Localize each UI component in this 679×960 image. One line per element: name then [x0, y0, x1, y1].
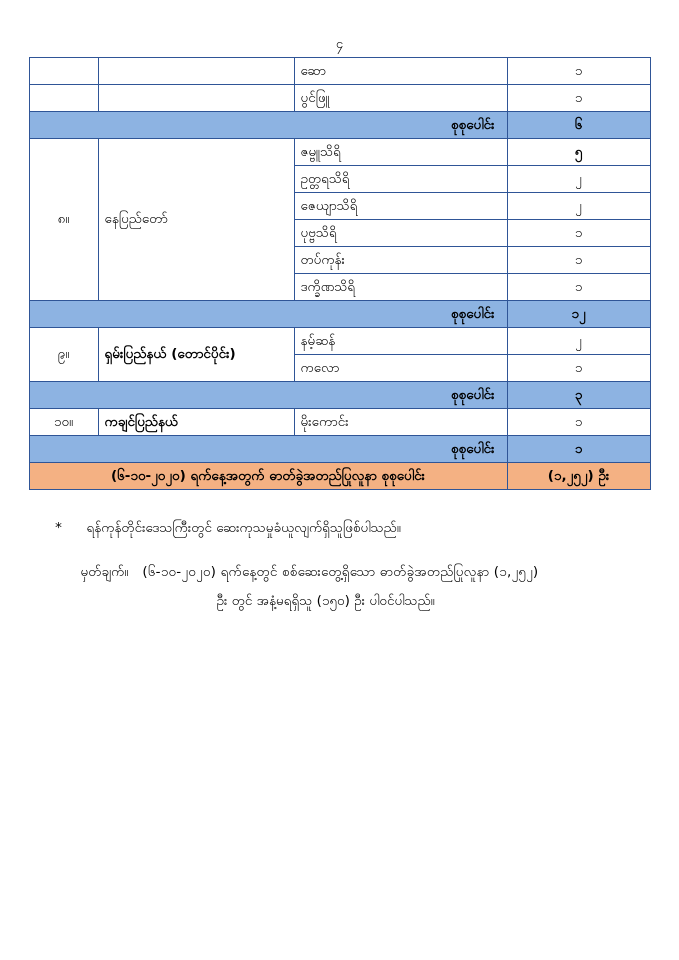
cell-township: ဇမ္ဗူသိရိ: [294, 139, 507, 166]
page-number: ၄: [335, 37, 344, 52]
cell-count: ၁: [507, 409, 650, 436]
cell-state: ရှမ်းပြည်နယ် (တောင်ပိုင်း): [98, 328, 294, 382]
cell-state: [98, 85, 294, 112]
cell-no: ၉။: [29, 328, 98, 382]
asterisk-marker: *: [55, 520, 62, 536]
cell-township: မိုးကောင်း: [294, 409, 507, 436]
table-row-subtotal: [29, 301, 650, 328]
footnote-2-text-line2: ဦး တွင် အနံ့မရရှိသူ (၁၅၀) ဦး ပါဝင်ပါသည်။: [216, 593, 435, 610]
table-row-subtotal: [29, 382, 650, 409]
subtotal-value: ၁၂: [507, 301, 650, 328]
subtotal-value: ၁: [507, 436, 650, 463]
cell-no: [29, 85, 98, 112]
cell-no: ၈။: [29, 139, 98, 301]
cell-state: နေပြည်တော်: [98, 139, 294, 301]
notes-section: [31, 490, 649, 615]
subtotal-label: စုစုပေါင်း: [29, 436, 507, 463]
cell-count: ၁: [507, 58, 650, 85]
table-row-subtotal: [29, 436, 650, 463]
subtotal-label: စုစုပေါင်း: [29, 112, 507, 139]
table-row: [29, 139, 650, 166]
table-row: [29, 409, 650, 436]
footnote-2-label: မှတ်ချက်။: [80, 563, 129, 580]
cell-count: ၅: [507, 139, 650, 166]
table-row-grand-total: [29, 463, 650, 490]
footnote-1-text: ရန်ကုန်တိုင်းဒေသကြီးတွင် ဆေးကုသမှုခံယူလျက်ရှိသူဖြစ်ပါသည်။: [86, 520, 401, 536]
cell-township: နမ့်ဆန်: [294, 328, 507, 355]
covid-case-table: [29, 57, 651, 490]
cell-count: ၁: [507, 274, 650, 301]
table-row: [29, 328, 650, 355]
cell-township: တပ်ကုန်း: [294, 247, 507, 274]
table-row: [29, 85, 650, 112]
cell-count: ၁: [507, 355, 650, 382]
table-row-subtotal: [29, 112, 650, 139]
cell-township: ကလော: [294, 355, 507, 382]
cell-state: ကချင်ပြည်နယ်: [98, 409, 294, 436]
grand-total-label: (၆-၁၀-၂၀၂၀) ရက်နေ့အတွက် ဓာတ်ခွဲအတည်ပြုလူနာ စုစုပေါင်း: [29, 463, 507, 490]
cell-no: [29, 58, 98, 85]
table-row: [29, 58, 650, 85]
footnote-1: [31, 516, 649, 542]
cell-township: ပုဗ္ဗသိရိ: [294, 220, 507, 247]
cell-count: ၂: [507, 328, 650, 355]
cell-count: ၁: [507, 247, 650, 274]
table-body: [29, 58, 650, 490]
cell-count: ၁: [507, 85, 650, 112]
cell-township: ဇေယျာသိရိ: [294, 193, 507, 220]
footnote-2-first-line: [31, 560, 649, 586]
cell-count: ၂: [507, 166, 650, 193]
footnote-2-text-line1: (၆-၁၀-၂၀၂၀) ရက်နေ့တွင် စစ်ဆေးတွေ့ရှိသော ဓာတ်ခွဲအတည်ပြုလူနာ (၁,၂၅၂): [142, 563, 539, 580]
footnote-2: [31, 542, 649, 615]
grand-total-value: (၁,၂၅၂) ဦး: [507, 463, 650, 490]
cell-township: ဥတ္တရသိရိ: [294, 166, 507, 193]
cell-township: ဆော: [294, 58, 507, 85]
subtotal-label: စုစုပေါင်း: [29, 301, 507, 328]
cell-count: ၂: [507, 193, 650, 220]
cell-no: ၁၀။: [29, 409, 98, 436]
subtotal-label: စုစုပေါင်း: [29, 382, 507, 409]
cell-count: ၁: [507, 220, 650, 247]
subtotal-value: ၃: [507, 382, 650, 409]
cell-state: [98, 58, 294, 85]
subtotal-value: ၆: [507, 112, 650, 139]
cell-township: ဒက္ခိဏသိရိ: [294, 274, 507, 301]
cell-township: ပွင်ဖြူ: [294, 85, 507, 112]
